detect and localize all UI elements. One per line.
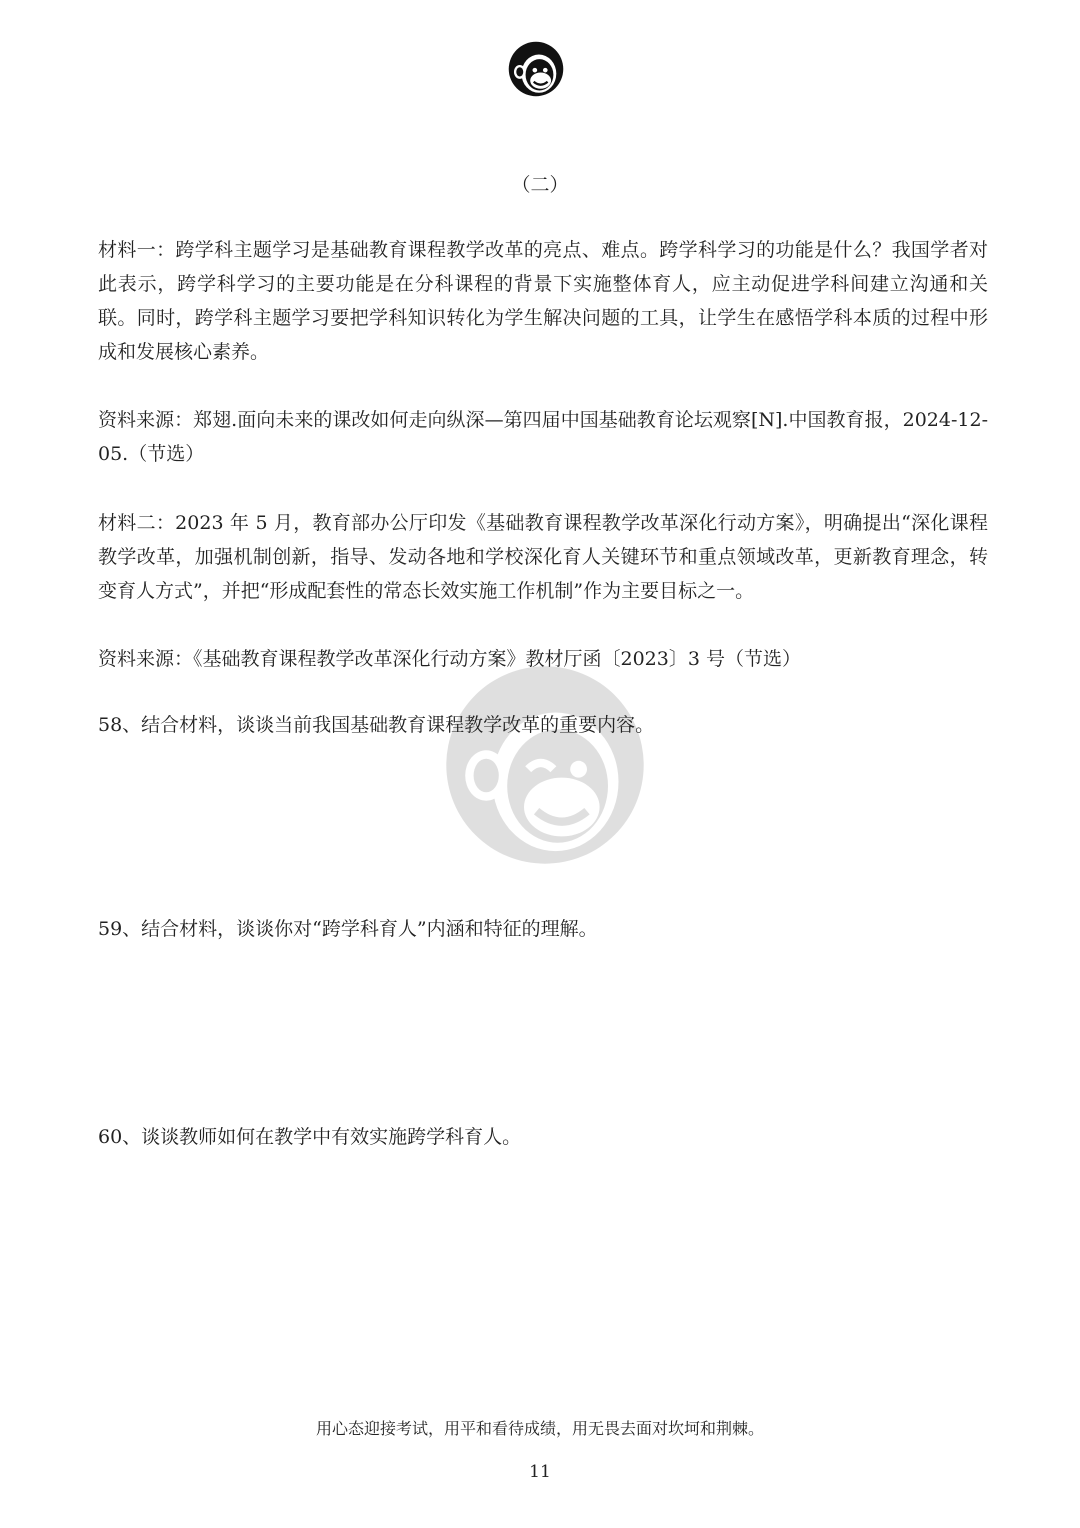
material-one-source: 资料来源：郑翅.面向未来的课改如何走向纵深—第四届中国基础教育论坛观察[N].中国教育报，2024-12-05.（节选） — [98, 409, 988, 465]
question-58: 58、结合材料，谈谈当前我国基础教育课程教学改革的重要内容。 — [98, 714, 655, 736]
footer-motto: 用心态迎接考试，用平和看待成绩，用无畏去面对坎坷和荆棘。 — [315, 1419, 764, 1438]
material-two-text: 材料二：2023 年 5 月，教育部办公厅印发《基础教育课程教学改革深化行动方案》，明确提出“深化课程教学改革，加强机制创新，指导、发动各地和学校深化育人关键环节和重点领域改革，更新教育理念，转变育人方式”，并把“形成配套性的常态长效实施工作机制”作为主要目标之一。 — [98, 512, 988, 602]
question-59: 59、结合材料，谈谈你对“跨学科育人”内涵和特征的理解。 — [98, 918, 598, 940]
monkey-watermark-icon — [430, 660, 660, 870]
monkey-logo-icon — [507, 40, 565, 98]
section-heading: （二） — [511, 174, 569, 196]
page-number: 11 — [529, 1462, 551, 1482]
question-60: 60、谈谈教师如何在教学中有效实施跨学科育人。 — [98, 1126, 522, 1148]
material-two-source: 资料来源：《基础教育课程教学改革深化行动方案》教材厅函〔2023〕3 号（节选） — [98, 648, 801, 670]
material-one-text: 材料一：跨学科主题学习是基础教育课程教学改革的亮点、难点。跨学科学习的功能是什么？我国学者对此表示，跨学科学习的主要功能是在分科课程的背景下实施整体育人，应主动促进学科间建立沟通和关联。同时，跨学科主题学习要把学科知识转化为学生解决问题的工具，让学生在感悟学科本质的过程中形成和发展核心素养。 — [98, 239, 988, 363]
